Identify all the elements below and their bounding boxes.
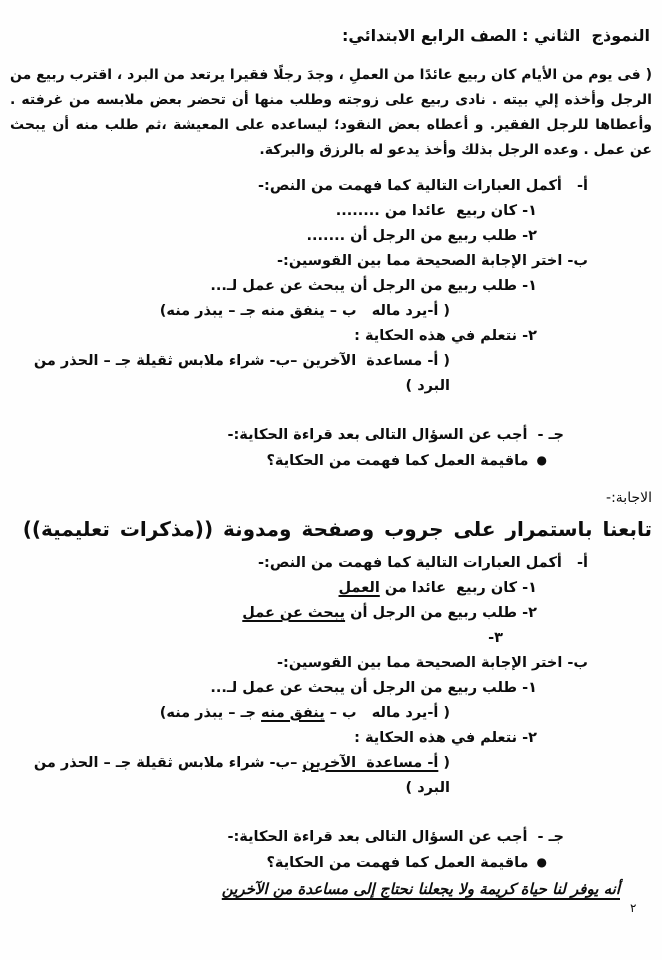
answer-c-bullet xyxy=(10,850,547,876)
answer-b-item2-options-pre: ( xyxy=(438,755,450,771)
answer-a-item2 xyxy=(10,601,537,626)
page-number: ٢ xyxy=(630,901,637,915)
question-c-header: جـ - أجب عن السؤال التالى بعد قراءة الحكاية:- xyxy=(227,427,564,443)
question-c-bullet-text: ماقيمة العمل كما فهمت من الحكاية؟ xyxy=(266,453,529,469)
answer-b-item1-options-pre: ( أ-يرد ماله ب – xyxy=(324,705,450,721)
answer-a-item2-text: ٢- طلب ربيع من الرجل أن xyxy=(345,605,537,621)
answer-b-item2-options-post: –ب- شراء ملابس ثقيلة جـ – الحذر من البرد ) xyxy=(28,755,450,796)
answer-a-item1-text: ١- كان ربيع عائدا من xyxy=(379,580,537,596)
reading-passage: ( فى يوم من الأيام كان ربيع عائدًا من العملِ ، وجدَ رجلًا فقيرا يرتعد من البرد ، اقترب ربيع من الرجل وأخذه إلي بيته . نادى ربيع على زوجته وطلب منها أن تحضر بعض ملابسه من غرفته . وأعطاها للرجل الفقير. و أعطاه بعض النقود؛ ليساعده على المعيشة ،ثم طلب منه أن يبحث عن عمل . وعده الرجل بذلك وأخذ يدعو له بالرزق والبركة. xyxy=(9,67,652,158)
answer-c-header: جـ - أجب عن السؤال التالى بعد قراءة الحكاية:- xyxy=(227,829,564,845)
answer-section-label: الاجابة:- xyxy=(606,490,652,506)
answer-a-header: أ- أكمل العبارات التالية كما فهمت من النص:- xyxy=(258,555,588,571)
answer-c-bullet-text: ماقيمة العمل كما فهمت من الحكاية؟ xyxy=(266,855,529,871)
question-c-bullet xyxy=(10,448,547,474)
page-title: النموذج الثاني : الصف الرابع الابتدائي: xyxy=(341,26,650,45)
answer-b-item1: ١- طلب ربيع من الرجل أن يبحث عن عمل لـ... xyxy=(210,680,537,696)
question-b-item1: ١- طلب ربيع من الرجل أن يبحث عن عمل لـ... xyxy=(210,278,537,294)
question-a-item1: ١- كان ربيع عائدا من ........ xyxy=(335,203,537,219)
question-b-item2-options: ( أ- مساعدة الآخرين –ب- شراء ملابس ثقيلة جـ – الحذر من البرد ) xyxy=(28,353,450,394)
answer-b-item2-options-underlined: أ- مساعدة الآخرين xyxy=(302,755,439,771)
answer-c-written-answer: أنه يوفر لنا حياة كريمة ولا يجعلنا نحتاج إلى مساعدة من الآخرين xyxy=(221,880,620,898)
question-b-header: ب- اختر الإجابة الصحيحة مما بين القوسين:- xyxy=(277,253,588,269)
bullet-icon: ● xyxy=(536,855,547,869)
answer-item3-blank: ٣- xyxy=(488,630,503,646)
answer-b-item1-options xyxy=(10,701,450,726)
bullet-icon: ● xyxy=(536,453,547,467)
promo-banner: تابعنا باستمرار على جروب وصفحة ومدونة ((مذكرات تعليمية)) xyxy=(22,517,652,541)
answer-b-item1-options-underlined: ينفق منه xyxy=(261,705,325,721)
answer-b-item1-options-post: جـ – يبذر منه) xyxy=(159,705,262,721)
answer-b-item2: ٢- نتعلم في هذه الحكاية : xyxy=(354,730,537,746)
question-a-header: أ- أكمل العبارات التالية كما فهمت من النص:- xyxy=(258,178,588,194)
question-a-item2: ٢- طلب ربيع من الرجل أن ....... xyxy=(306,228,537,244)
answer-b-item2-options xyxy=(10,751,450,801)
question-b-item1-options: ( أ-يرد ماله ب – ينفق منه جـ – يبذر منه) xyxy=(159,303,450,319)
question-b-item2: ٢- نتعلم في هذه الحكاية : xyxy=(354,328,537,344)
answer-a-item1-underlined: العمل xyxy=(338,580,380,596)
answer-b-header: ب- اختر الإجابة الصحيحة مما بين القوسين:- xyxy=(277,655,588,671)
answer-a-item1 xyxy=(10,576,537,601)
answer-a-item2-underlined: يبحث عن عمل xyxy=(242,605,346,621)
